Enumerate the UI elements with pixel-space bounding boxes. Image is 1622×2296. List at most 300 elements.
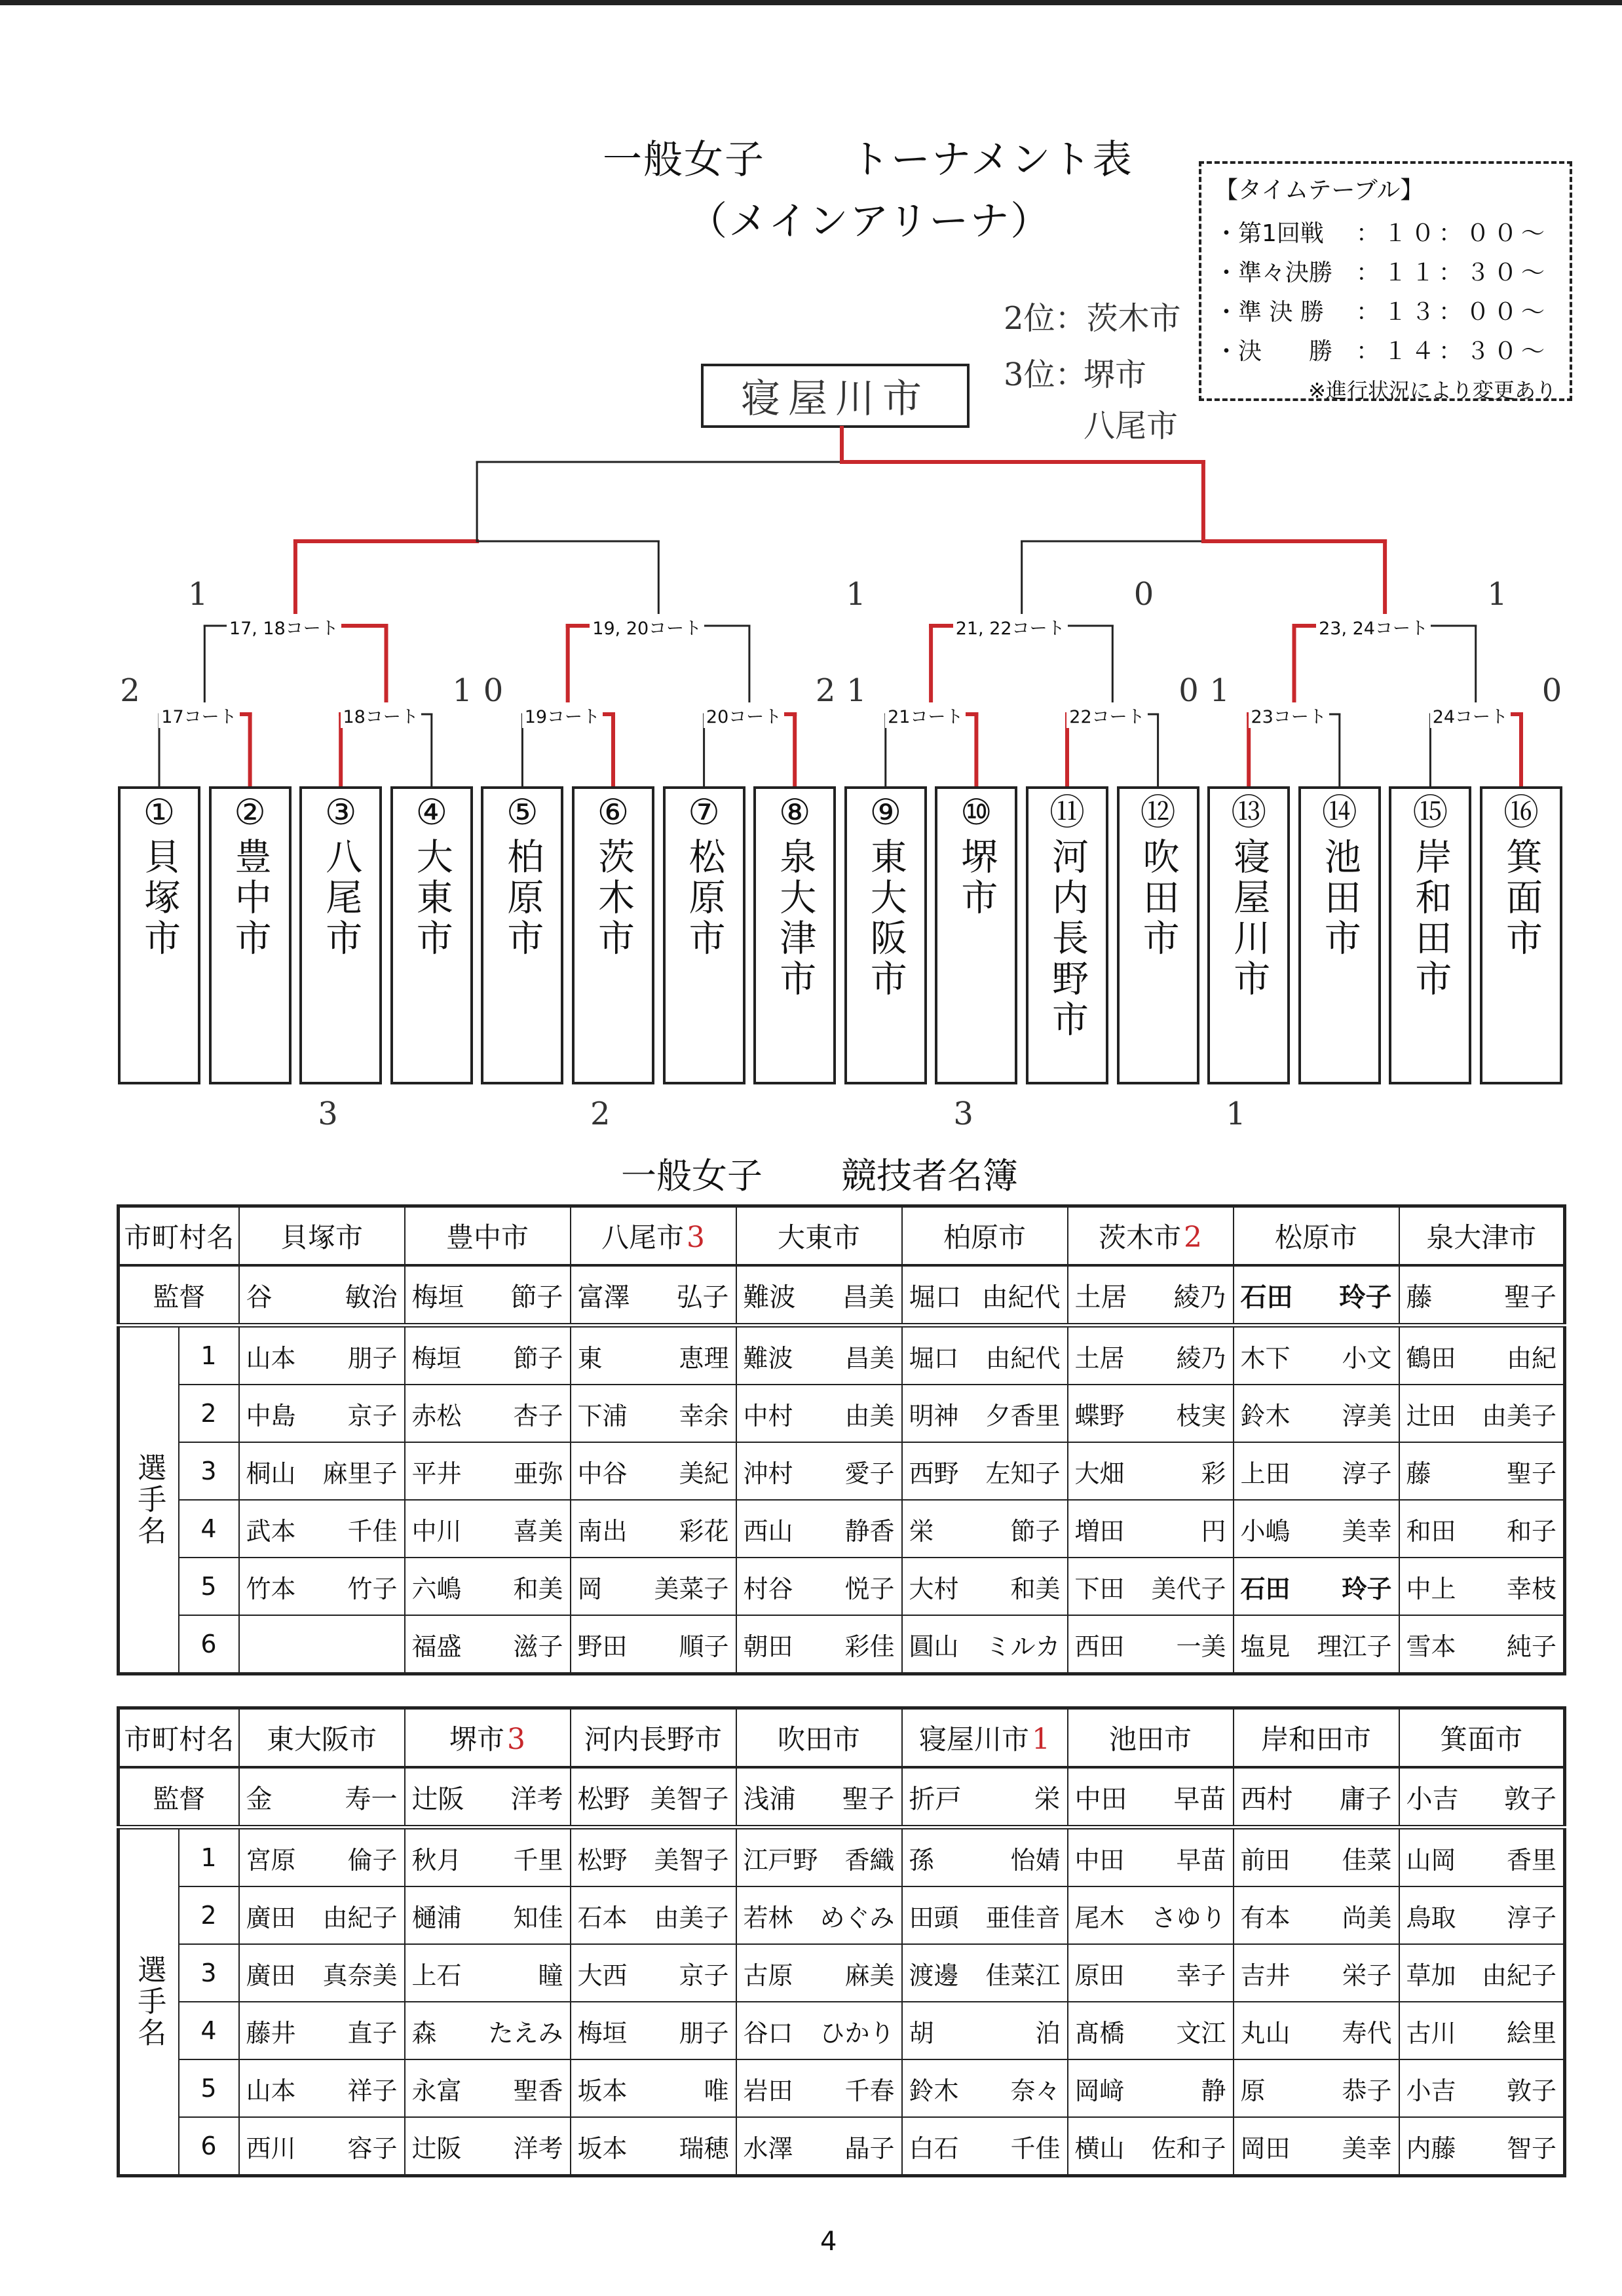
court-label: 17コート xyxy=(159,702,239,728)
family-name: 丸山 xyxy=(1240,2018,1291,2048)
match-score: 2 xyxy=(815,672,836,709)
player-cell xyxy=(1399,1827,1565,1887)
family-name: 塩見 xyxy=(1240,1632,1291,1661)
person-name xyxy=(412,2071,563,2107)
family-name: 南出 xyxy=(577,1516,628,1546)
person-name xyxy=(1241,2013,1392,2049)
family-name: 福盛 xyxy=(411,1632,462,1661)
family-name: 松野 xyxy=(577,1845,628,1875)
person-name xyxy=(1406,1840,1557,1876)
family-name: 上石 xyxy=(411,1961,462,1990)
timetable-bullet: ・ xyxy=(1215,220,1239,247)
person-name xyxy=(246,1955,398,1991)
player-cell xyxy=(405,1615,571,1674)
court-label: 20コート xyxy=(704,702,784,728)
city-label: 市町村名 xyxy=(119,1206,239,1266)
coach-cell xyxy=(405,1265,571,1326)
roster-title-category: 一般女子 xyxy=(621,1155,763,1196)
person-name xyxy=(578,1778,729,1816)
person-name xyxy=(909,2013,1061,2049)
player-cell xyxy=(1234,1944,1399,2002)
team-box xyxy=(1298,786,1381,1084)
roster-title-text: 競技者名簿 xyxy=(841,1155,1018,1196)
player-cell xyxy=(1234,1615,1399,1674)
team-name: 松原市 xyxy=(683,837,726,959)
given-name: 千春 xyxy=(844,2076,895,2105)
player-cell xyxy=(571,1615,736,1674)
player-cell xyxy=(1399,2002,1565,2059)
third-place-label: 3位： xyxy=(1004,356,1087,393)
court-label: 18コート xyxy=(341,702,421,728)
given-name: 佐和子 xyxy=(1151,2133,1226,2163)
court-label: 21, 22コート xyxy=(953,614,1068,640)
given-name: 小文 xyxy=(1342,1343,1392,1373)
team-box xyxy=(753,786,836,1084)
player-cell xyxy=(736,1442,902,1500)
match-score: 1 xyxy=(1487,576,1507,613)
family-name: 六嶋 xyxy=(411,1574,462,1603)
given-name: 美智子 xyxy=(654,1845,729,1875)
person-name xyxy=(1406,1898,1557,1934)
second-place-note: 2位：茨木市 xyxy=(1004,300,1181,337)
given-name: 由美子 xyxy=(654,1903,729,1932)
family-name: 雪本 xyxy=(1406,1632,1456,1661)
person-name xyxy=(1075,1778,1226,1816)
coach-cell xyxy=(902,1767,1068,1827)
city-name-cell xyxy=(1068,1206,1234,1266)
city-name: 堺市 xyxy=(449,1723,505,1755)
team-box xyxy=(390,786,473,1084)
family-name: 土居 xyxy=(1074,1343,1125,1373)
family-name: 永富 xyxy=(411,2076,462,2105)
tournament-subtitle: （メインアリーナ） xyxy=(688,199,1051,244)
player-cell xyxy=(902,1827,1068,1887)
player-cell xyxy=(571,2117,736,2176)
family-name: 岡 xyxy=(577,1574,603,1603)
family-name: 赤松 xyxy=(411,1401,462,1430)
player-cell xyxy=(736,1326,902,1385)
family-name: 野田 xyxy=(577,1632,628,1661)
given-name: 綾乃 xyxy=(1173,1282,1226,1312)
player-cell xyxy=(571,2059,736,2117)
family-name: 西川 xyxy=(246,2133,296,2163)
city-name: 茨木市 xyxy=(1099,1221,1182,1253)
family-name: 村谷 xyxy=(743,1574,793,1603)
person-name xyxy=(1075,1276,1226,1314)
person-name xyxy=(578,1511,729,1547)
family-name: 山岡 xyxy=(1406,1845,1456,1875)
given-name: 瞳 xyxy=(538,1961,563,1990)
given-name: 京子 xyxy=(679,1961,729,1990)
family-name: 土居 xyxy=(1074,1282,1127,1312)
given-name: 節子 xyxy=(1010,1516,1061,1546)
player-cell xyxy=(1068,1326,1234,1385)
person-name xyxy=(578,1276,729,1314)
timetable-bullet: ・ xyxy=(1215,259,1239,286)
player-number: 2 xyxy=(179,1886,239,1944)
family-name: 辻阪 xyxy=(411,2133,462,2163)
player-cell xyxy=(1068,2117,1234,2176)
roster-player-row xyxy=(119,1944,1565,2002)
city-name-cell xyxy=(736,1708,902,1768)
player-cell xyxy=(571,1886,736,1944)
person-name xyxy=(578,1569,729,1605)
player-cell xyxy=(1234,2059,1399,2117)
team-box xyxy=(299,786,382,1084)
coach-cell xyxy=(571,1767,736,1827)
family-name: 前田 xyxy=(1240,1845,1291,1875)
person-name xyxy=(246,1338,398,1374)
city-name: 寝屋川市 xyxy=(919,1723,1030,1755)
player-cell xyxy=(1068,1385,1234,1442)
family-name: 圓山 xyxy=(909,1632,959,1661)
player-cell xyxy=(405,1500,571,1558)
person-name xyxy=(412,1276,563,1314)
person-name xyxy=(246,1396,398,1432)
player-number: 3 xyxy=(179,1442,239,1500)
given-name: 真奈美 xyxy=(322,1961,398,1990)
player-cell xyxy=(1399,1558,1565,1615)
given-name: 綾乃 xyxy=(1176,1343,1226,1373)
person-name xyxy=(1241,1276,1392,1314)
player-cell xyxy=(239,1615,405,1674)
family-name: 鳥取 xyxy=(1406,1903,1456,1932)
given-name: 聖香 xyxy=(513,2076,563,2105)
family-name: 岡﨑 xyxy=(1074,2076,1125,2105)
given-name: 瑞穂 xyxy=(679,2133,729,2163)
city-name-cell xyxy=(405,1708,571,1768)
team-box xyxy=(1480,786,1562,1084)
family-name: 鈴木 xyxy=(1240,1401,1291,1430)
roster-table-2 xyxy=(117,1706,1566,2177)
match-score: 1 xyxy=(1209,672,1230,709)
given-name: 悦子 xyxy=(844,1574,895,1603)
team-seed-number: ⑬ xyxy=(1231,792,1267,833)
given-name: 京子 xyxy=(347,1401,398,1430)
person-name xyxy=(1075,1511,1226,1547)
player-cell xyxy=(1234,1326,1399,1385)
family-name: 金 xyxy=(246,1784,273,1814)
person-name xyxy=(1406,1569,1557,1605)
court-label: 22コート xyxy=(1066,702,1147,728)
players-label: 選手名 xyxy=(119,1326,179,1674)
family-name: 難波 xyxy=(743,1343,793,1373)
team-seed-number: ⑥ xyxy=(597,792,630,833)
roster-header-row xyxy=(119,1206,1565,1266)
given-name: 一美 xyxy=(1176,1632,1226,1661)
given-name: 由紀代 xyxy=(981,1282,1061,1312)
given-name: ひかり xyxy=(820,2018,895,2048)
roster-header-row xyxy=(119,1708,1565,1768)
person-name xyxy=(744,2013,895,2049)
given-name: 早苗 xyxy=(1176,1845,1226,1875)
family-name: 辻田 xyxy=(1406,1401,1456,1430)
given-name: 順子 xyxy=(679,1632,729,1661)
given-name: 寿代 xyxy=(1342,2018,1392,2048)
team-seed-number: ⑩ xyxy=(960,792,992,833)
person-name xyxy=(578,1338,729,1374)
city-name: 八尾市 xyxy=(601,1221,685,1253)
family-name: 増田 xyxy=(1074,1516,1125,1546)
timetable-time: ：１０：００〜 xyxy=(1356,220,1549,247)
roster-coach-row xyxy=(119,1767,1565,1827)
player-cell xyxy=(571,2002,736,2059)
person-name xyxy=(909,2128,1061,2164)
player-cell xyxy=(1399,1442,1565,1500)
given-name: 文江 xyxy=(1176,2018,1226,2048)
given-name: 由美 xyxy=(844,1401,895,1430)
coach-cell xyxy=(239,1767,405,1827)
roster-player-row xyxy=(119,1558,1565,1615)
person-name xyxy=(578,2013,729,2049)
player-cell xyxy=(1234,1886,1399,1944)
family-name: 下浦 xyxy=(577,1401,628,1430)
person-name xyxy=(1075,1396,1226,1432)
family-name: 横山 xyxy=(1074,2133,1125,2163)
timetable-round: 決 勝 xyxy=(1238,337,1333,365)
person-name xyxy=(578,1955,729,1991)
person-name xyxy=(909,1778,1061,1816)
family-name: 大村 xyxy=(909,1574,959,1603)
player-cell xyxy=(902,1442,1068,1500)
player-cell xyxy=(405,2059,571,2117)
person-name xyxy=(909,1396,1061,1432)
city-name: 豊中市 xyxy=(446,1221,529,1253)
given-name: 千佳 xyxy=(347,1516,398,1546)
given-name: 由紀子 xyxy=(1482,1961,1557,1990)
family-name: 鶴田 xyxy=(1406,1343,1456,1373)
family-name: 中田 xyxy=(1074,1845,1125,1875)
person-name xyxy=(744,1511,895,1547)
team-seed-number: ② xyxy=(234,792,266,833)
family-name: 内藤 xyxy=(1406,2133,1456,2163)
court-label: 24コート xyxy=(1430,702,1511,728)
player-cell xyxy=(902,2117,1068,2176)
person-name xyxy=(909,1511,1061,1547)
city-name-cell xyxy=(902,1708,1068,1768)
given-name: 聖子 xyxy=(1507,1459,1557,1488)
team-box xyxy=(663,786,745,1084)
player-cell xyxy=(1068,1442,1234,1500)
family-name: 中上 xyxy=(1406,1574,1456,1603)
coach-cell xyxy=(239,1265,405,1326)
match-score: 0 xyxy=(1541,672,1562,709)
player-number: 1 xyxy=(179,1326,239,1385)
person-name xyxy=(578,1396,729,1432)
family-name: 中村 xyxy=(743,1401,793,1430)
given-name: 由紀子 xyxy=(322,1903,398,1932)
player-cell xyxy=(571,1385,736,1442)
match-score: 1 xyxy=(187,576,208,613)
person-name xyxy=(1075,1453,1226,1489)
person-name xyxy=(578,1626,729,1662)
team-seed-number: ⑭ xyxy=(1321,792,1357,833)
given-name: 栄子 xyxy=(1342,1961,1392,1990)
person-name xyxy=(412,1453,563,1489)
family-name: 小吉 xyxy=(1406,1784,1459,1814)
title-category: 一般女子 xyxy=(603,137,765,183)
person-name xyxy=(1075,2013,1226,2049)
roster-player-row xyxy=(119,1886,1565,1944)
given-name: 由美子 xyxy=(1482,1401,1557,1430)
family-name: 藤井 xyxy=(246,2018,296,2048)
coach-label: 監督 xyxy=(119,1767,239,1827)
team-name: 吹田市 xyxy=(1137,837,1180,959)
given-name: 栄 xyxy=(1034,1784,1061,1814)
player-cell xyxy=(902,1886,1068,1944)
title-bracket: トーナメント表 xyxy=(850,137,1133,183)
team-name: 東大阪市 xyxy=(864,837,907,1000)
family-name: 田頭 xyxy=(909,1903,959,1932)
family-name: 岩田 xyxy=(743,2076,793,2105)
city-name-cell xyxy=(1399,1708,1565,1768)
given-name: 彩花 xyxy=(679,1516,729,1546)
person-name xyxy=(412,2013,563,2049)
team-box xyxy=(209,786,292,1084)
team-box xyxy=(572,786,654,1084)
player-cell xyxy=(1068,1558,1234,1615)
family-name: 堀口 xyxy=(909,1282,962,1312)
city-name-cell xyxy=(239,1708,405,1768)
team-seed-number: ⑪ xyxy=(1049,792,1085,833)
family-name: 下田 xyxy=(1074,1574,1125,1603)
family-name: 渡邊 xyxy=(909,1961,959,1990)
team-seed-number: ⑧ xyxy=(778,792,811,833)
person-name xyxy=(744,2128,895,2164)
place-mark: 1 xyxy=(1032,1723,1051,1756)
person-name xyxy=(1075,1840,1226,1876)
player-number: 2 xyxy=(179,1385,239,1442)
family-name: 和田 xyxy=(1406,1516,1456,1546)
player-cell xyxy=(405,1827,571,1887)
family-name: 中田 xyxy=(1074,1784,1127,1814)
family-name: 石田 xyxy=(1240,1574,1291,1603)
family-name: 原 xyxy=(1240,2076,1266,2105)
team-seed-number: ⑫ xyxy=(1140,792,1176,833)
given-name: 淳子 xyxy=(1507,1903,1557,1932)
given-name: 静 xyxy=(1201,2076,1226,2105)
given-name: 洋考 xyxy=(513,2133,563,2163)
player-cell xyxy=(571,1558,736,1615)
given-name: 枝実 xyxy=(1176,1401,1226,1430)
given-name: 彩佳 xyxy=(844,1632,895,1661)
player-cell xyxy=(239,1558,405,1615)
family-name: 宮原 xyxy=(246,1845,296,1875)
court-label: 17, 18コート xyxy=(227,614,341,640)
city-name-cell xyxy=(571,1708,736,1768)
player-cell xyxy=(405,1944,571,2002)
person-name xyxy=(246,1840,398,1876)
roster-title xyxy=(621,1148,1018,1198)
timetable-note: ※進行状況により変更あり xyxy=(1308,378,1556,403)
person-name xyxy=(1406,1778,1557,1816)
person-name xyxy=(1406,2013,1557,2049)
person-name xyxy=(1406,2071,1557,2107)
given-name: 洋考 xyxy=(510,1784,563,1814)
given-name: 純子 xyxy=(1507,1632,1557,1661)
given-name: 容子 xyxy=(347,2133,398,2163)
place-mark: 3 xyxy=(687,1221,706,1254)
given-name: 美代子 xyxy=(1151,1574,1226,1603)
family-name: 谷口 xyxy=(743,2018,793,2048)
team-name: 豊中市 xyxy=(229,837,272,959)
city-name: 泉大津市 xyxy=(1426,1221,1537,1253)
match-score: 1 xyxy=(846,576,866,613)
family-name: 古原 xyxy=(743,1961,793,1990)
team-seed-number: ⑨ xyxy=(869,792,901,833)
family-name: 胡 xyxy=(909,2018,934,2048)
given-name: 亜佳音 xyxy=(985,1903,1061,1932)
court-label: 19コート xyxy=(522,702,603,728)
player-number: 3 xyxy=(179,1944,239,2002)
player-cell xyxy=(1068,2002,1234,2059)
player-number: 5 xyxy=(179,2059,239,2117)
player-cell xyxy=(239,1500,405,1558)
roster-table-1 xyxy=(117,1204,1566,1675)
family-name: 大西 xyxy=(577,1961,628,1990)
team-name: 河内長野市 xyxy=(1046,837,1089,1041)
family-name: 桐山 xyxy=(246,1459,296,1488)
timetable-bullet: ・ xyxy=(1215,298,1239,326)
player-cell xyxy=(1068,2059,1234,2117)
person-name xyxy=(1241,1898,1392,1934)
team-name: 泉大津市 xyxy=(774,837,817,1000)
match-score: 1 xyxy=(846,672,867,709)
player-cell xyxy=(736,1944,902,2002)
player-number: 4 xyxy=(179,1500,239,1558)
city-name: 池田市 xyxy=(1109,1723,1192,1755)
given-name: 寿一 xyxy=(345,1784,398,1814)
person-name xyxy=(1241,1396,1392,1432)
city-name: 箕面市 xyxy=(1440,1723,1523,1755)
person-name xyxy=(744,1778,895,1816)
family-name: 蝶野 xyxy=(1074,1401,1125,1430)
given-name: 敦子 xyxy=(1504,1784,1557,1814)
player-cell xyxy=(239,1944,405,2002)
player-cell xyxy=(1234,2002,1399,2059)
city-name-cell xyxy=(239,1206,405,1266)
player-cell xyxy=(405,1558,571,1615)
player-cell xyxy=(736,1385,902,1442)
city-name: 河内長野市 xyxy=(584,1723,723,1755)
city-label: 市町村名 xyxy=(119,1708,239,1768)
player-cell xyxy=(239,1886,405,1944)
family-name: 藤 xyxy=(1406,1282,1433,1312)
given-name: 絵里 xyxy=(1507,2018,1557,2048)
given-name: 直子 xyxy=(347,2018,398,2048)
given-name: 玲子 xyxy=(1339,1282,1392,1312)
person-name xyxy=(1075,1569,1226,1605)
page-number: 4 xyxy=(820,2227,837,2257)
family-name: 中川 xyxy=(411,1516,462,1546)
player-cell xyxy=(1399,2117,1565,2176)
city-name-cell xyxy=(902,1206,1068,1266)
coach-label: 監督 xyxy=(119,1265,239,1326)
player-cell xyxy=(1234,1827,1399,1887)
given-name: 愛子 xyxy=(844,1459,895,1488)
team-name: 寝屋川市 xyxy=(1228,837,1271,1000)
city-name: 松原市 xyxy=(1275,1221,1358,1253)
city-name-cell xyxy=(1068,1708,1234,1768)
given-name: 敏治 xyxy=(345,1282,398,1312)
team-box xyxy=(118,786,200,1084)
place-mark: 1 xyxy=(1226,1096,1246,1132)
player-cell xyxy=(902,1944,1068,2002)
given-name: 淳美 xyxy=(1342,1401,1392,1430)
timetable-time: ：１４：３０〜 xyxy=(1356,337,1549,365)
roster-player-row xyxy=(119,1615,1565,1674)
player-cell xyxy=(1399,2059,1565,2117)
